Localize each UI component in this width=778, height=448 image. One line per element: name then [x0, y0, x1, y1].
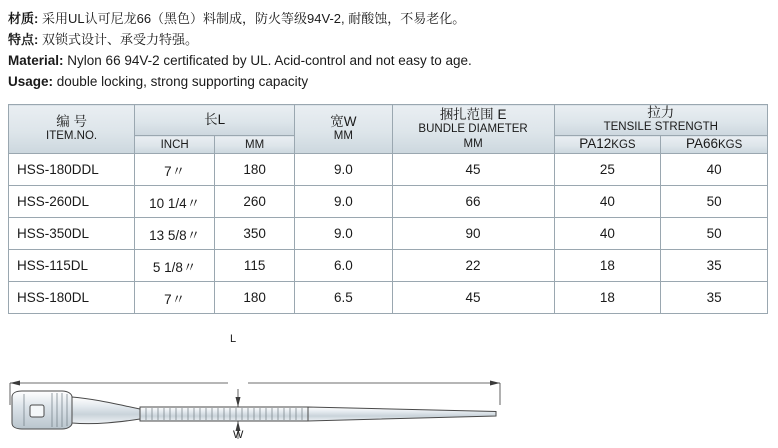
spec-label-usage-cn: 特点:	[8, 32, 39, 47]
spec-label-usage-en: Usage:	[8, 74, 54, 89]
cell-width: 9.0	[295, 186, 392, 218]
cell-width: 9.0	[295, 154, 392, 186]
cell-pa12: 40	[554, 218, 661, 250]
dimension-label-width: W	[233, 429, 244, 441]
header-bundle-diameter: 捆扎范围 E BUNDLE DIAMETER MM	[392, 105, 554, 154]
spec-line-material-cn	[8, 8, 770, 29]
spec-value-usage-en: double locking, strong supporting capacity	[56, 74, 309, 89]
dimension-label-length: L	[230, 333, 237, 345]
spec-line-usage-en	[8, 71, 770, 92]
cell-item-no: HSS-180DDL	[9, 154, 135, 186]
cell-pa66: 50	[661, 186, 768, 218]
table-row	[9, 186, 768, 218]
table-row	[9, 250, 768, 282]
tie-head	[12, 391, 72, 429]
cell-length-mm: 180	[215, 282, 295, 314]
cell-length-mm: 350	[215, 218, 295, 250]
spec-label-material-cn: 材质:	[8, 11, 39, 26]
cell-bundle-diameter: 45	[392, 282, 554, 314]
tie-tail	[308, 407, 496, 421]
cell-item-no: HSS-180DL	[9, 282, 135, 314]
cell-pa66: 35	[661, 250, 768, 282]
cell-item-no: HSS-260DL	[9, 186, 135, 218]
cell-width: 6.5	[295, 282, 392, 314]
cell-bundle-diameter: 90	[392, 218, 554, 250]
cell-length-mm: 115	[215, 250, 295, 282]
cell-pa12: 18	[554, 282, 661, 314]
cell-pa66: 40	[661, 154, 768, 186]
cell-bundle-diameter: 22	[392, 250, 554, 282]
table-row	[9, 218, 768, 250]
header-tensile-strength: 拉力 TENSILE STRENGTH	[554, 105, 767, 136]
spec-label-material-en: Material:	[8, 53, 64, 68]
cell-length-inch: 7〃	[135, 282, 215, 314]
cell-item-no: HSS-115DL	[9, 250, 135, 282]
header-pa12: PA12KGS	[554, 136, 661, 154]
spec-value-material-cn: 采用UL认可尼龙66（黑色）料制成，防火等级94V-2, 耐酸蚀，不易老化。	[41, 11, 466, 26]
table-header-row-top	[9, 105, 768, 136]
cell-item-no: HSS-350DL	[9, 218, 135, 250]
cell-pa66: 35	[661, 282, 768, 314]
tie-neck	[72, 397, 140, 424]
cell-pa12: 18	[554, 250, 661, 282]
cell-length-inch: 5 1/8〃	[135, 250, 215, 282]
tie-strap-ribbed	[140, 407, 308, 421]
header-item-no: 编 号 ITEM.NO.	[9, 105, 135, 154]
header-length-mm: MM	[215, 136, 295, 154]
specification-text	[0, 0, 778, 92]
header-width: 宽W MM	[295, 105, 392, 154]
cell-pa12: 25	[554, 154, 661, 186]
cell-bundle-diameter: 66	[392, 186, 554, 218]
cell-width: 9.0	[295, 218, 392, 250]
header-pa66: PA66KGS	[661, 136, 768, 154]
cell-length-inch: 13 5/8〃	[135, 218, 215, 250]
cell-length-inch: 10 1/4〃	[135, 186, 215, 218]
cell-bundle-diameter: 45	[392, 154, 554, 186]
cell-length-inch: 7〃	[135, 154, 215, 186]
cable-tie-diagram	[0, 345, 778, 443]
table-row	[9, 282, 768, 314]
cell-pa12: 40	[554, 186, 661, 218]
cell-width: 6.0	[295, 250, 392, 282]
cell-length-mm: 180	[215, 154, 295, 186]
table-row	[9, 154, 768, 186]
specification-table	[8, 104, 768, 314]
spec-line-usage-cn	[8, 29, 770, 50]
spec-line-material-en	[8, 50, 770, 71]
header-length-inch: INCH	[135, 136, 215, 154]
cell-length-mm: 260	[215, 186, 295, 218]
product-drawing	[0, 333, 778, 443]
header-length: 长L	[135, 105, 295, 136]
spec-value-usage-cn: 双锁式设计、承受力特强。	[41, 32, 198, 47]
cell-pa66: 50	[661, 218, 768, 250]
spec-value-material-en: Nylon 66 94V-2 certificated by UL. Acid-control and not easy to age.	[67, 53, 472, 68]
